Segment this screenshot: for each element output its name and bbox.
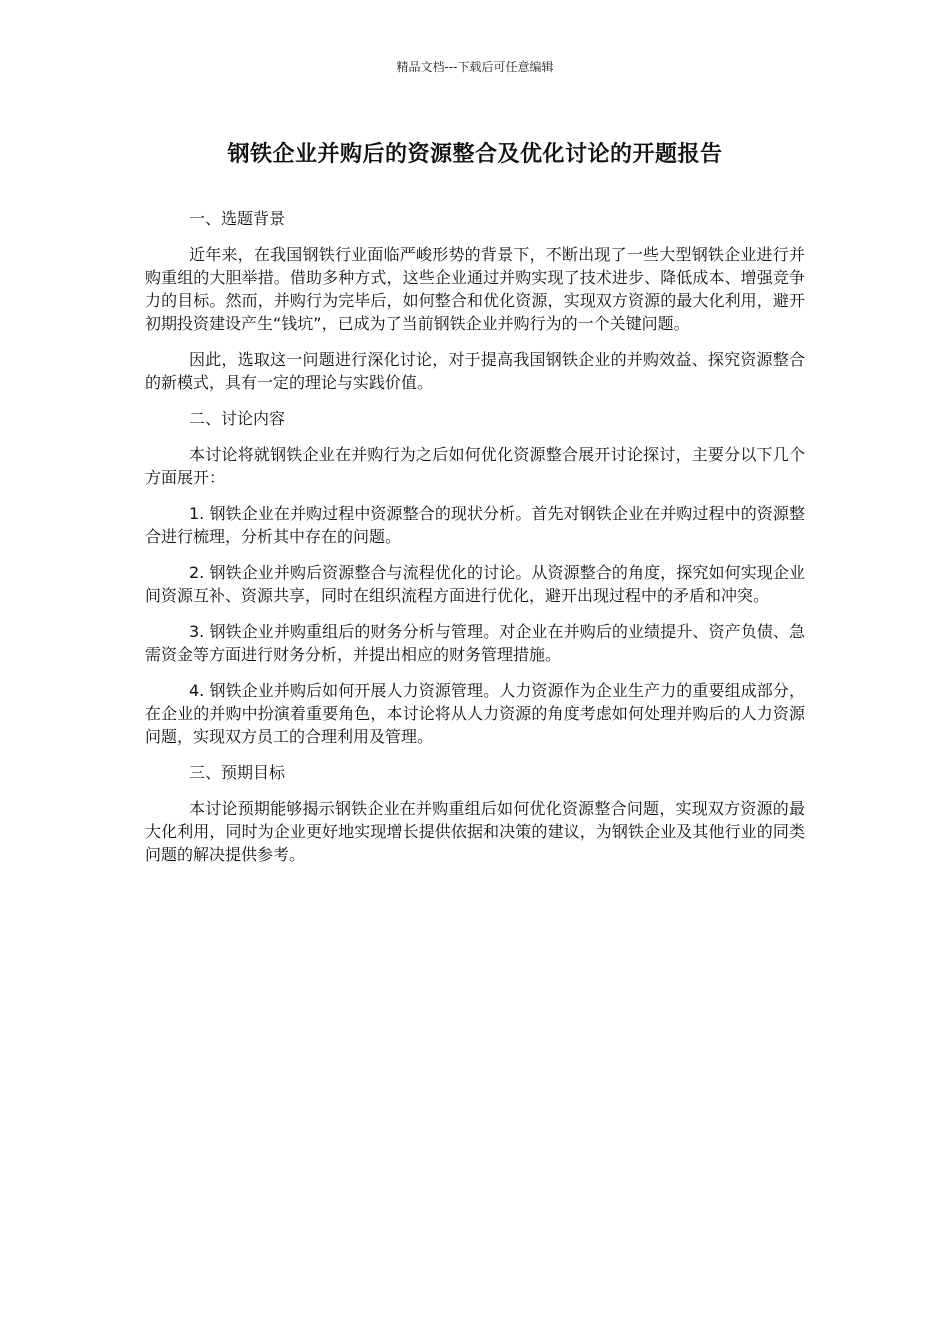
page-header-note: 精品文档---下载后可任意编辑	[396, 60, 554, 74]
content-item-1: 1. 钢铁企业在并购过程中资源整合的现状分析。首先对钢铁企业在并购过程中的资源整合进行梳理，分析其中存在的问题。	[145, 504, 805, 546]
section-heading-background: 一、选题背景	[189, 209, 286, 228]
background-paragraph-1: 近年来，在我国钢铁行业面临严峻形势的背景下，不断出现了一些大型钢铁企业进行并购重组的大胆举措。借助多种方式，这些企业通过并购实现了技术进步、降低成本、增强竞争力的目标。然而，并购行为完毕后，如何整合和优化资源，实现双方资源的最大化利用，避开初期投资建设产生“钱坑”，已成为了当前钢铁企业并购行为的一个关键问题。	[145, 245, 805, 333]
content-item-2: 2. 钢铁企业并购后资源整合与流程优化的讨论。从资源整合的角度，探究如何实现企业间资源互补、资源共享，同时在组织流程方面进行优化，避开出现过程中的矛盾和冲突。	[145, 563, 805, 605]
document-title: 钢铁企业并购后的资源整合及优化讨论的开题报告	[227, 142, 723, 167]
document-body	[145, 207, 805, 879]
content-intro-paragraph: 本讨论将就钢铁企业在并购行为之后如何优化资源整合展开讨论探讨，主要分以下几个方面展开：	[145, 445, 805, 487]
section-heading-goals: 三、预期目标	[189, 763, 286, 782]
content-item-3: 3. 钢铁企业并购重组后的财务分析与管理。对企业在并购后的业绩提升、资产负债、急需资金等方面进行财务分析，并提出相应的财务管理措施。	[145, 622, 805, 664]
goals-paragraph: 本讨论预期能够揭示钢铁企业在并购重组后如何优化资源整合问题，实现双方资源的最大化利用，同时为企业更好地实现增长提供依据和决策的建议，为钢铁企业及其他行业的同类问题的解决提供参考。	[145, 799, 805, 864]
background-paragraph-2: 因此，选取这一问题进行深化讨论，对于提高我国钢铁企业的并购效益、探究资源整合的新模式，具有一定的理论与实践价值。	[145, 350, 805, 392]
content-item-4: 4. 钢铁企业并购后如何开展人力资源管理。人力资源作为企业生产力的重要组成部分，在企业的并购中扮演着重要角色，本讨论将从人力资源的角度考虑如何处理并购后的人力资源问题，实现双方员工的合理利用及管理。	[145, 681, 805, 746]
section-heading-content: 二、讨论内容	[189, 409, 286, 428]
